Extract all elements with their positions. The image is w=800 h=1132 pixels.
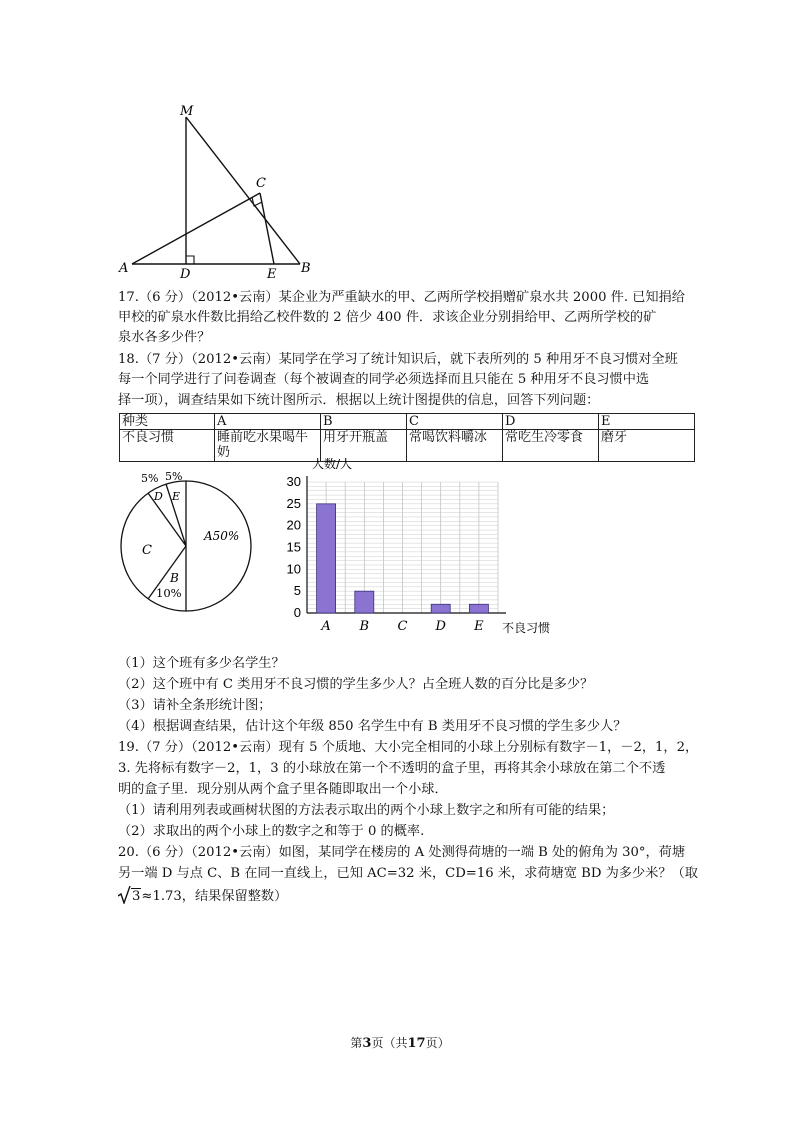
q18-line-2: 每一个同学进行了问卷调查（每个被调查的同学必须选择而且只能在 5 种用牙不良习惯中选 — [118, 372, 650, 387]
label-B: B — [301, 261, 311, 276]
x-tick-label: B — [359, 619, 370, 634]
bar-chart-ylabel: 人数/人 — [312, 458, 353, 471]
bar-chart-x-labels — [320, 619, 484, 634]
q18-line-3: 择一项），调查结果如下统计图所示．根据以上统计图提供的信息，回答下列问题： — [118, 393, 600, 408]
geometry-figure — [110, 100, 320, 280]
pie-label-D: D — [154, 490, 163, 503]
pie-value-E: 5% — [165, 470, 183, 483]
pie-chart — [110, 466, 260, 616]
pie-label-A: A50% — [204, 529, 240, 543]
right-angle-D — [186, 256, 194, 264]
label-A: A — [119, 261, 129, 276]
label-E: E — [267, 267, 277, 280]
bar-D — [431, 604, 450, 613]
table-header-cell: D — [503, 414, 599, 430]
segment-MB — [186, 117, 300, 264]
bar-chart-grid — [307, 476, 506, 613]
q19-sub-2: （2）求取出的两个小球上的数字之和等于 0 的概率. — [118, 824, 425, 839]
pie-value-D: 5% — [141, 472, 159, 485]
table-row — [120, 414, 695, 430]
q19-sub-1: （1）请利用列表或画树状图的方法表示取出的两个小球上数字之和所有可能的结果； — [118, 803, 615, 818]
sqrt-radicand: 3 — [132, 889, 141, 904]
pie-label-C: C — [142, 543, 152, 558]
q17-line-1: 17.（6 分）（2012•云南）某企业为严重缺水的甲、乙两所学校捐赠矿泉水共 2000 件. 已知捐给 — [118, 290, 685, 305]
y-tick-label: 0 — [293, 605, 301, 620]
y-tick-label: 10 — [286, 561, 301, 577]
table-header-cell: A — [215, 414, 321, 430]
y-tick-label: 15 — [286, 539, 301, 555]
y-tick-label: 5 — [293, 583, 301, 599]
footer-total-pages: 17 — [407, 1036, 426, 1051]
table-cell: 常喝饮料嚼冰 — [407, 430, 503, 462]
label-D: D — [180, 267, 191, 280]
segment-AC — [132, 193, 260, 264]
bar-A — [317, 504, 336, 613]
q20-approx: ≈1.73，结果保留整数） — [141, 889, 288, 904]
bar-chart-y-ticks — [287, 474, 301, 620]
q20-line-3 — [118, 886, 678, 907]
x-tick-label: A — [321, 619, 331, 634]
table-header-cell: E — [599, 414, 695, 430]
q20-line-1: 20.（6 分）（2012•云南）如图，某同学在楼房的 A 处测得荷塘的一端 B 处的俯角为 30°，荷塘 — [118, 845, 686, 860]
bar-E — [469, 604, 488, 613]
y-tick-label: 30 — [286, 474, 301, 489]
page-footer — [0, 1034, 800, 1051]
q20-line-2: 另一端 D 与点 C、B 在同一直线上，已知 AC=32 米，CD=16 米，求荷塘宽 BD 为多少米？（取 — [118, 866, 698, 881]
label-C: C — [256, 176, 266, 191]
bar-chart — [270, 458, 570, 638]
q19-line-1: 19.（7 分）（2012•云南）现有 5 个质地、大小完全相同的小球上分别标有数字－1，－2，1，2， — [118, 740, 699, 755]
q17-line-2: 甲校的矿泉水件数比捐给乙校件数的 2 倍少 400 件．求该企业分别捐给甲、乙两所学校的矿 — [118, 310, 657, 325]
footer-suffix: 页） — [425, 1036, 450, 1050]
habits-table — [119, 413, 695, 462]
label-M: M — [180, 104, 194, 119]
table-cell: 用牙开瓶盖 — [321, 430, 407, 462]
footer-prefix: 第 — [350, 1036, 363, 1050]
table-cell: 常吃生冷零食 — [503, 430, 599, 462]
table-header-cell: C — [407, 414, 503, 430]
table-header-cell: 种类 — [120, 414, 215, 430]
q18-sub-2: （2）这个班中有 C 类用牙不良习惯的学生多少人？占全班人数的百分比是多少？ — [118, 677, 594, 692]
y-tick-label: 25 — [286, 495, 301, 511]
table-row — [120, 430, 695, 462]
pie-label-E: E — [172, 490, 181, 503]
q19-line-3: 明的盒子里．现分别从两个盒子里各随即取出一个小球． — [118, 782, 448, 797]
q19-line-2: 3. 先将标有数字－2，1，3 的小球放在第一个不透明的盒子里，再将其余小球放在第二个不透 — [118, 761, 666, 776]
q18-sub-1: （1）这个班有多少名学生？ — [118, 656, 285, 671]
table-cell: 磨牙 — [599, 430, 695, 462]
pie-value-B: 10% — [156, 586, 182, 600]
q18-line-1: 18.（7 分）（2012•云南）某同学在学习了统计知识后，就下表所列的 5 种用牙不良习惯对全班 — [118, 352, 678, 367]
table-cell: 不良习惯 — [120, 430, 215, 462]
q18-sub-3: （3）请补全条形统计图； — [118, 698, 272, 713]
q18-sub-4: （4）根据调查结果，估计这个年级 850 名学生中有 B 类用牙不良习惯的学生多少人？ — [118, 719, 627, 734]
footer-page-number: 3 — [362, 1036, 372, 1051]
y-tick-label: 20 — [286, 517, 301, 533]
footer-mid: 页（共 — [371, 1036, 408, 1050]
x-tick-label: C — [397, 619, 408, 634]
pie-label-B: B — [170, 571, 179, 585]
bar-chart-xlabel: 不良习惯 — [502, 621, 551, 635]
bar-B — [355, 591, 374, 613]
x-tick-label: D — [435, 619, 446, 634]
x-tick-label: E — [474, 619, 484, 634]
table-cell: 睡前吃水果喝牛奶 — [215, 430, 321, 462]
sqrt-symbol — [118, 886, 141, 907]
q17-line-3: 泉水各多少件？ — [118, 330, 211, 345]
table-header-cell: B — [321, 414, 407, 430]
